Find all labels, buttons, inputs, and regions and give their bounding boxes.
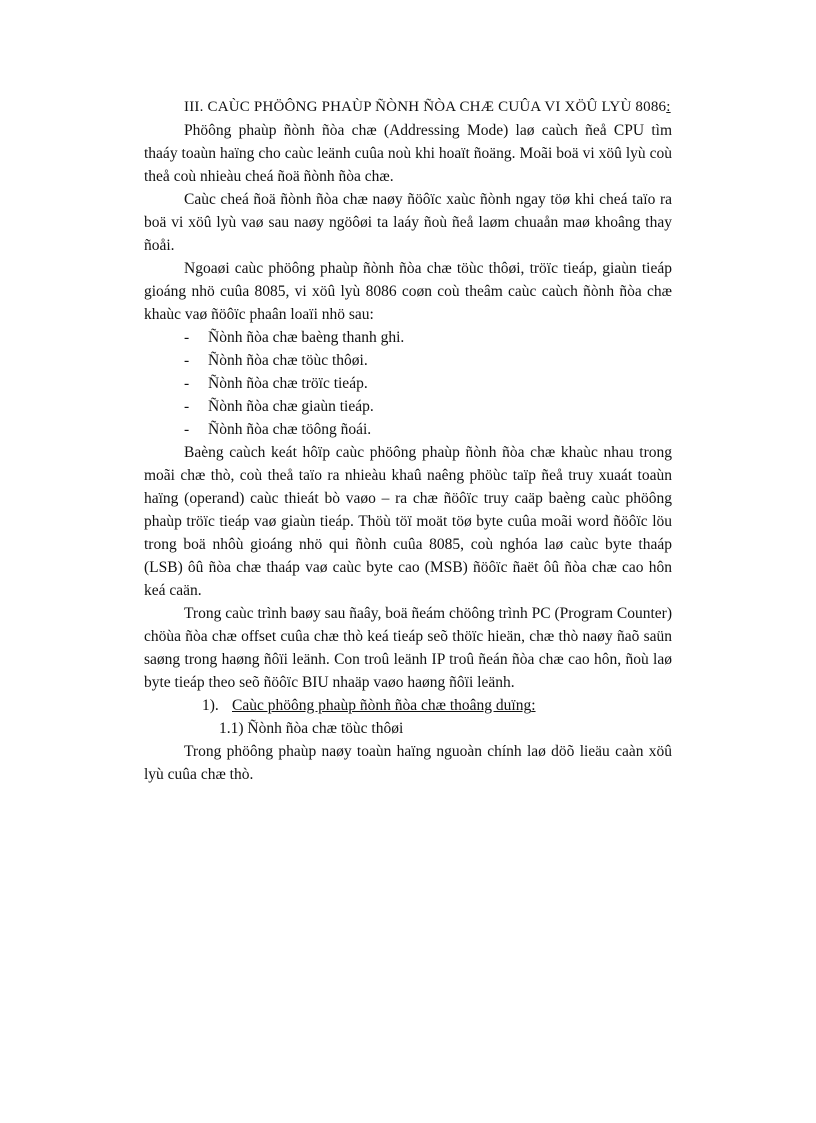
- list-item-text: Ñònh ñòa chæ töùc thôøi.: [208, 352, 368, 369]
- subsection-title: Caùc phöông phaùp ñònh ñòa chæ thoâng duïng: [232, 697, 532, 714]
- section-heading-text: III. CAÙC PHÖÔNG PHAÙP ÑÒNH ÑÒA CHÆ CUÛA VI XÖÛ LYÙ 8086: [184, 99, 667, 115]
- paragraph-addressing-mode: Phöông phaùp ñònh ñòa chæ (Addressing Mode) laø caùch ñeå CPU tìm thaáy toaùn haïng cho caùc leänh cuûa noù khi hoaït ñoäng. Moãi boä vi xöû lyù coù theå coù nhieàu cheá ñoä ñònh ñòa chæ.: [144, 122, 672, 185]
- list-item-text: Ñònh ñòa chæ töông ñoái.: [208, 421, 372, 438]
- document-page: [144, 96, 672, 786]
- subsection-heading: [202, 694, 672, 717]
- bullet-dash: -: [184, 421, 190, 438]
- bullet-dash: -: [184, 352, 190, 369]
- bullet-dash: -: [184, 329, 190, 346]
- paragraph-fixed-modes: Caùc cheá ñoä ñònh ñòa chæ naøy ñöôïc xaùc ñònh ngay töø khi cheá taïo ra boä vi xöû lyù vaø sau naøy ngöôøi ta laáy ñoù ñeå laøm chuaån maø khoâng thay ñoåi.: [144, 191, 672, 254]
- bullet-dash: -: [184, 398, 190, 415]
- list-item-text: Ñònh ñòa chæ baèng thanh ghi.: [208, 329, 405, 346]
- list-item: [184, 418, 672, 441]
- list-item-text: Ñònh ñòa chæ tröïc tieáp.: [208, 375, 368, 392]
- list-item: [184, 372, 672, 395]
- list-item: [184, 395, 672, 418]
- section-heading-colon: :: [666, 99, 671, 115]
- paragraph-program-counter: Trong caùc trình baøy sau ñaây, boä ñeám chöông trình PC (Program Counter) chöùa ñòa chæ offset cuûa chæ thò keá tieáp seõ thöïc hieän, chæ thò naøy ñaõ saün saøng trong haøng ñôïi leänh. Con troû leänh IP troû ñeán ñòa chæ cao hôn, ñoù laø byte tieáp theo seõ ñöôïc BIU nhaäp vaøo haøng ñôïi leänh.: [144, 605, 672, 691]
- list-item: [184, 349, 672, 372]
- list-item: [184, 326, 672, 349]
- paragraph-other-modes: Ngoaøi caùc phöông phaùp ñònh ñòa chæ töùc thôøi, tröïc tieáp, giaùn tieáp gioáng nhö cuûa 8085, vi xöû lyù 8086 coøn coù theâm caùc caùch ñònh ñòa chæ khaùc vaø ñöôïc phaân loaïi nhö sau:: [144, 260, 672, 323]
- bullet-dash: -: [184, 375, 190, 392]
- list-item-text: Ñònh ñòa chæ giaùn tieáp.: [208, 398, 374, 415]
- paragraph-combining-modes: Baèng caùch keát hôïp caùc phöông phaùp ñònh ñòa chæ khaùc nhau trong moãi chæ thò, coù theå taïo ra nhieàu khaû naêng phöùc taïp ñeå truy xuaát toaùn haïng (operand) caùc thieát bò vaøo – ra chæ ñöôïc truy caäp baèng caùc phöông phaùp tröïc tieáp vaø giaùn tieáp. Thöù töï moät töø byte cuûa moãi word ñöôïc löu trong boä nhôù gioáng nhö qui ñònh cuûa 8085, coù nghóa laø caùc byte thaáp (LSB) ôû ñòa chæ thaáp vaø caùc byte cao (MSB) ñöôïc ñaët ôû ñòa chæ cao hôn keá caän.: [144, 444, 672, 599]
- addressing-mode-list: [144, 326, 672, 441]
- subsubsection-heading: 1.1) Ñònh ñòa chæ töùc thôøi: [219, 720, 404, 737]
- section-heading: [184, 96, 672, 119]
- subsection-number: 1).: [202, 697, 219, 714]
- subsection-colon: :: [531, 697, 536, 714]
- paragraph-immediate-mode: Trong phöông phaùp naøy toaùn haïng nguoàn chính laø döõ lieäu caàn xöû lyù cuûa chæ thò.: [144, 743, 672, 783]
